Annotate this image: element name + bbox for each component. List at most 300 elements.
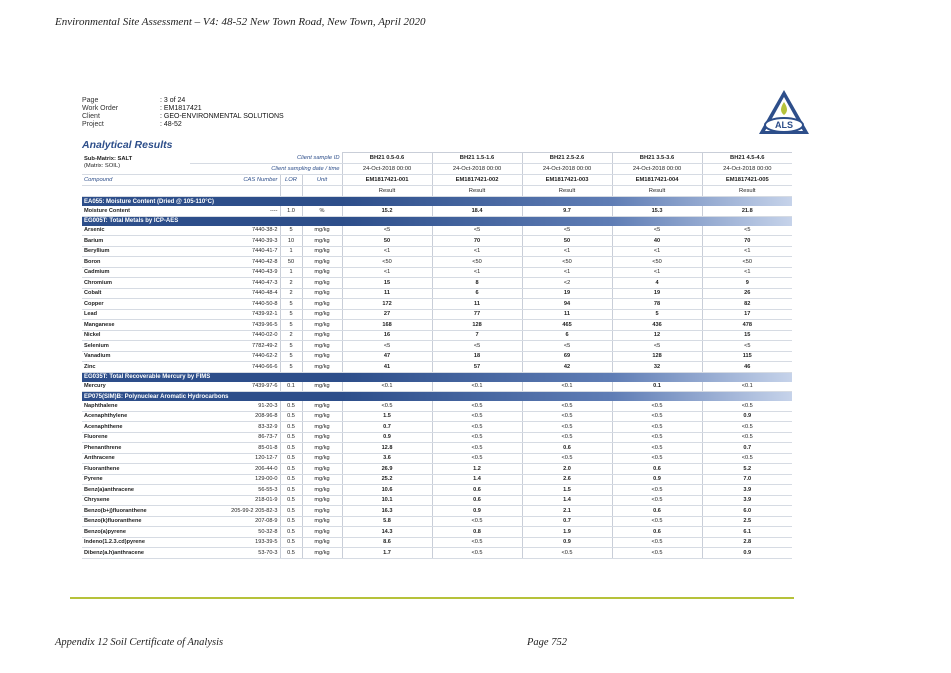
section-header — [82, 392, 792, 402]
sample-id: BH21 0.5-0.6 — [342, 153, 432, 164]
result-cell: <0.5 — [612, 443, 702, 454]
unit-cell: mg/kg — [302, 506, 342, 517]
footer-left: Appendix 12 Soil Certificate of Analysis — [55, 637, 224, 648]
compound-cell: Benzo(k)fluoranthene — [82, 516, 190, 527]
result-cell: 0.6 — [432, 485, 522, 496]
unit-cell: mg/kg — [302, 401, 342, 411]
result-cell: 16 — [342, 330, 432, 341]
unit-cell: mg/kg — [302, 382, 342, 392]
result-cell: <0.5 — [432, 453, 522, 464]
result-cell: 5 — [612, 309, 702, 320]
unit-cell: mg/kg — [302, 226, 342, 236]
compound-cell: Acenaphthene — [82, 422, 190, 433]
result-cell: 9 — [702, 278, 792, 289]
sample-id-row — [82, 153, 792, 164]
result-cell: 6.0 — [702, 506, 792, 517]
cas-cell: 56-55-3 — [190, 485, 280, 496]
lor-cell: 2 — [280, 288, 302, 299]
result-cell: 12.8 — [342, 443, 432, 454]
result-cell: <50 — [432, 257, 522, 268]
result-cell: <0.5 — [612, 516, 702, 527]
result-cell: 42 — [522, 362, 612, 373]
table-row — [82, 485, 792, 496]
cas-cell: 7439-97-6 — [190, 382, 280, 392]
meta-value: : EM1817421 — [160, 105, 202, 112]
table-row — [82, 443, 792, 454]
result-cell: <0.5 — [522, 422, 612, 433]
result-cell: 0.6 — [612, 527, 702, 538]
lor-cell: 0.5 — [280, 464, 302, 475]
lor-cell: 0.5 — [280, 401, 302, 411]
sampling-date: 24-Oct-2018 00:00 — [702, 164, 792, 175]
lab-id: EM1817421-003 — [522, 175, 612, 186]
result-cell: 5.2 — [702, 464, 792, 475]
result-cell: 1.4 — [522, 495, 612, 506]
result-cell: <0.5 — [432, 548, 522, 559]
compound-cell: Dibenz(a.h)anthracene — [82, 548, 190, 559]
cas-cell: 7440-66-6 — [190, 362, 280, 373]
result-cell: 0.1 — [612, 382, 702, 392]
result-cell: 26 — [702, 288, 792, 299]
result-cell: 0.7 — [342, 422, 432, 433]
bottom-rule — [70, 597, 794, 599]
result-cell: <5 — [702, 226, 792, 236]
page-header: Environmental Site Assessment – V4: 48-52 New Town Road, New Town, April 2020 — [55, 16, 426, 28]
result-cell: 21.8 — [702, 206, 792, 216]
results-table — [82, 152, 792, 559]
lor-cell: 10 — [280, 236, 302, 247]
section-header — [82, 197, 792, 207]
table-row — [82, 411, 792, 422]
cas-cell: 7440-02-0 — [190, 330, 280, 341]
compound-cell: Acenaphthylene — [82, 411, 190, 422]
result-cell: 15.2 — [342, 206, 432, 216]
unit-cell: mg/kg — [302, 278, 342, 289]
page-title: Analytical Results — [82, 139, 173, 151]
result-cell: <1 — [612, 267, 702, 278]
compound-cell: Boron — [82, 257, 190, 268]
result-cell: <50 — [342, 257, 432, 268]
table-row — [82, 351, 792, 362]
result-cell: 69 — [522, 351, 612, 362]
result-cell: 1.9 — [522, 527, 612, 538]
compound-header: Compound — [82, 175, 190, 186]
result-cell: 7.0 — [702, 474, 792, 485]
result-cell: <0.5 — [342, 401, 432, 411]
result-cell: 15.3 — [612, 206, 702, 216]
result-cell: 5.8 — [342, 516, 432, 527]
cas-cell: 7440-41-7 — [190, 246, 280, 257]
table-row — [82, 257, 792, 268]
column-header-row — [82, 175, 792, 186]
result-cell: <0.5 — [612, 548, 702, 559]
meta-value: : GEO-ENVIRONMENTAL SOLUTIONS — [160, 113, 284, 120]
result-cell: <0.5 — [702, 422, 792, 433]
result-cell: <0.5 — [612, 401, 702, 411]
table-row — [82, 267, 792, 278]
sampling-date: 24-Oct-2018 00:00 — [432, 164, 522, 175]
result-label: Result — [612, 186, 702, 197]
result-cell: 47 — [342, 351, 432, 362]
sample-id: BH21 3.5-3.6 — [612, 153, 702, 164]
cas-cell: 206-44-0 — [190, 464, 280, 475]
table-row — [82, 537, 792, 548]
result-cell: 0.9 — [612, 474, 702, 485]
compound-cell: Pyrene — [82, 474, 190, 485]
cas-cell: 7782-49-2 — [190, 341, 280, 352]
cas-cell: 7440-62-2 — [190, 351, 280, 362]
unit-cell: mg/kg — [302, 495, 342, 506]
cas-cell: 86-73-7 — [190, 432, 280, 443]
compound-cell: Chromium — [82, 278, 190, 289]
cas-cell: 83-32-9 — [190, 422, 280, 433]
table-row — [82, 382, 792, 392]
submatrix: Sub-Matrix: SALT — [84, 156, 133, 163]
cas-cell: 7440-38-2 — [190, 226, 280, 236]
result-cell: 9.7 — [522, 206, 612, 216]
unit-cell: mg/kg — [302, 453, 342, 464]
compound-cell: Indeno(1.2.3.cd)pyrene — [82, 537, 190, 548]
table-row — [82, 309, 792, 320]
section-band — [342, 216, 792, 226]
table-row — [82, 299, 792, 310]
result-cell: 1.2 — [432, 464, 522, 475]
result-cell: <0.5 — [702, 453, 792, 464]
cas-cell: 120-12-7 — [190, 453, 280, 464]
section-header — [82, 372, 792, 382]
cas-cell: 7440-48-4 — [190, 288, 280, 299]
result-cell: <0.1 — [432, 382, 522, 392]
result-cell: <5 — [432, 341, 522, 352]
unit-cell: mg/kg — [302, 474, 342, 485]
result-label-row — [82, 186, 792, 197]
result-cell: 7 — [432, 330, 522, 341]
result-cell: 94 — [522, 299, 612, 310]
result-cell: <0.5 — [522, 411, 612, 422]
result-cell: 0.7 — [522, 516, 612, 527]
result-cell: <0.5 — [702, 432, 792, 443]
meta-row — [82, 113, 284, 121]
result-cell: <0.5 — [612, 495, 702, 506]
compound-cell: Beryllium — [82, 246, 190, 257]
result-cell: 478 — [702, 320, 792, 331]
result-cell: 0.6 — [432, 495, 522, 506]
result-cell: 1.5 — [342, 411, 432, 422]
unit-cell: mg/kg — [302, 246, 342, 257]
lor-cell: 0.5 — [280, 432, 302, 443]
result-cell: 15 — [342, 278, 432, 289]
cas-cell: 205-99-2 205-82-3 — [190, 506, 280, 517]
cas-cell: 50-32-8 — [190, 527, 280, 538]
meta-row — [82, 105, 284, 113]
table-row — [82, 246, 792, 257]
result-cell: <1 — [432, 267, 522, 278]
unit-cell: mg/kg — [302, 485, 342, 496]
section-title: EG035T: Total Recoverable Mercury by FIMS — [82, 372, 342, 382]
table-row — [82, 226, 792, 236]
table-row — [82, 362, 792, 373]
result-cell: 8.6 — [342, 537, 432, 548]
unit-header: Unit — [302, 175, 342, 186]
result-cell: 2.6 — [522, 474, 612, 485]
result-cell: <1 — [702, 267, 792, 278]
result-cell: <0.5 — [432, 432, 522, 443]
meta-value: : 3 of 24 — [160, 97, 186, 104]
sampling-date: 24-Oct-2018 00:00 — [612, 164, 702, 175]
lor-cell: 5 — [280, 226, 302, 236]
result-cell: <0.5 — [522, 548, 612, 559]
cas-header: CAS Number — [190, 175, 280, 186]
lor-cell: 5 — [280, 320, 302, 331]
table-row — [82, 474, 792, 485]
sample-id: BH21 1.5-1.6 — [432, 153, 522, 164]
result-cell: 70 — [702, 236, 792, 247]
compound-cell: Fluoranthene — [82, 464, 190, 475]
result-cell: <0.5 — [432, 516, 522, 527]
result-cell: <0.5 — [612, 453, 702, 464]
result-cell: 78 — [612, 299, 702, 310]
result-cell: 2.0 — [522, 464, 612, 475]
cas-cell: 85-01-8 — [190, 443, 280, 454]
table-row — [82, 330, 792, 341]
result-cell: 10.1 — [342, 495, 432, 506]
cas-cell: 129-00-0 — [190, 474, 280, 485]
result-cell: 1.5 — [522, 485, 612, 496]
unit-cell: mg/kg — [302, 299, 342, 310]
compound-cell: Zinc — [82, 362, 190, 373]
result-cell: 57 — [432, 362, 522, 373]
result-cell: 168 — [342, 320, 432, 331]
unit-cell: % — [302, 206, 342, 216]
lor-cell: 5 — [280, 309, 302, 320]
compound-cell: Naphthalene — [82, 401, 190, 411]
lab-id: EM1817421-004 — [612, 175, 702, 186]
result-cell: <1 — [522, 246, 612, 257]
cas-cell: 7440-39-3 — [190, 236, 280, 247]
table-row — [82, 506, 792, 517]
result-cell: 0.9 — [432, 506, 522, 517]
section-title: EP075(SIM)B: Polynuclear Aromatic Hydrocarbons — [82, 392, 342, 402]
result-cell: <5 — [342, 341, 432, 352]
result-cell: <5 — [432, 226, 522, 236]
table-row — [82, 516, 792, 527]
result-cell: 19 — [612, 288, 702, 299]
unit-cell: mg/kg — [302, 288, 342, 299]
result-cell: 0.9 — [702, 548, 792, 559]
compound-cell: Selenium — [82, 341, 190, 352]
lor-cell: 0.5 — [280, 516, 302, 527]
report-meta — [82, 97, 284, 129]
table-row — [82, 341, 792, 352]
footer-right: Page 752 — [527, 637, 567, 648]
result-cell: 50 — [342, 236, 432, 247]
result-cell: <0.5 — [432, 411, 522, 422]
meta-key: Work Order — [82, 105, 119, 112]
unit-cell: mg/kg — [302, 236, 342, 247]
result-cell: 0.9 — [342, 432, 432, 443]
table-row — [82, 401, 792, 411]
result-cell: 3.9 — [702, 495, 792, 506]
result-cell: <5 — [342, 226, 432, 236]
result-cell: 6 — [432, 288, 522, 299]
lor-cell: 2 — [280, 278, 302, 289]
unit-cell: mg/kg — [302, 464, 342, 475]
lor-cell: 0.5 — [280, 495, 302, 506]
compound-cell: Benz(a)anthracene — [82, 485, 190, 496]
result-cell: 0.6 — [612, 464, 702, 475]
result-cell: 18.4 — [432, 206, 522, 216]
result-cell: 11 — [432, 299, 522, 310]
result-cell: <0.5 — [612, 537, 702, 548]
result-cell: 3.9 — [702, 485, 792, 496]
result-cell: 465 — [522, 320, 612, 331]
cas-cell: 7440-47-3 — [190, 278, 280, 289]
result-cell: 1.4 — [432, 474, 522, 485]
lor-cell: 1 — [280, 246, 302, 257]
result-cell: <50 — [612, 257, 702, 268]
als-logo — [757, 88, 811, 138]
result-cell: 3.6 — [342, 453, 432, 464]
compound-cell: Anthracene — [82, 453, 190, 464]
meta-key: Project — [82, 121, 104, 128]
result-cell: 26.9 — [342, 464, 432, 475]
cas-cell: 7439-92-1 — [190, 309, 280, 320]
lor-cell: 5 — [280, 341, 302, 352]
compound-cell: Vanadium — [82, 351, 190, 362]
cas-cell: 193-39-5 — [190, 537, 280, 548]
compound-cell: Fluorene — [82, 432, 190, 443]
result-cell: 46 — [702, 362, 792, 373]
result-cell: <0.1 — [702, 382, 792, 392]
unit-cell: mg/kg — [302, 516, 342, 527]
lor-cell: 0.5 — [280, 506, 302, 517]
meta-row — [82, 121, 284, 129]
result-cell: 6 — [522, 330, 612, 341]
result-cell: <0.1 — [522, 382, 612, 392]
result-cell: 11 — [522, 309, 612, 320]
section-header — [82, 216, 792, 226]
lab-id: EM1817421-002 — [432, 175, 522, 186]
result-cell: 0.9 — [522, 537, 612, 548]
table-row — [82, 527, 792, 538]
compound-cell: Barium — [82, 236, 190, 247]
result-cell: 2.8 — [702, 537, 792, 548]
lor-cell: 0.5 — [280, 422, 302, 433]
table-row — [82, 432, 792, 443]
sample-id: BH21 4.5-4.6 — [702, 153, 792, 164]
unit-cell: mg/kg — [302, 422, 342, 433]
result-cell: 18 — [432, 351, 522, 362]
table-row — [82, 236, 792, 247]
compound-cell: Chrysene — [82, 495, 190, 506]
unit-cell: mg/kg — [302, 432, 342, 443]
result-cell: 41 — [342, 362, 432, 373]
result-cell: 32 — [612, 362, 702, 373]
sampling-date-label: Client sampling date / time — [190, 164, 342, 175]
lor-cell: 0.5 — [280, 443, 302, 454]
lab-id: EM1817421-001 — [342, 175, 432, 186]
client-sample-id-label: Client sample ID — [190, 153, 342, 164]
result-cell: 0.7 — [702, 443, 792, 454]
lor-cell: 50 — [280, 257, 302, 268]
compound-cell: Manganese — [82, 320, 190, 331]
unit-cell: mg/kg — [302, 548, 342, 559]
result-cell: 82 — [702, 299, 792, 310]
result-cell: 0.9 — [702, 411, 792, 422]
table-row — [82, 422, 792, 433]
unit-cell: mg/kg — [302, 527, 342, 538]
lor-cell: 5 — [280, 351, 302, 362]
matrix: (Matrix: SOIL) — [84, 163, 121, 170]
compound-cell: Benzo(a)pyrene — [82, 527, 190, 538]
section-band — [342, 392, 792, 402]
table-row — [82, 206, 792, 216]
result-cell: <50 — [702, 257, 792, 268]
result-cell: <5 — [612, 341, 702, 352]
cas-cell: 208-96-8 — [190, 411, 280, 422]
lor-cell: 0.1 — [280, 382, 302, 392]
result-cell: 0.8 — [432, 527, 522, 538]
compound-cell: Mercury — [82, 382, 190, 392]
table-row — [82, 320, 792, 331]
meta-value: : 48-52 — [160, 121, 182, 128]
unit-cell: mg/kg — [302, 267, 342, 278]
matrix-cell — [82, 153, 190, 175]
cas-cell: 7440-42-8 — [190, 257, 280, 268]
result-cell: 6.1 — [702, 527, 792, 538]
table-row — [82, 278, 792, 289]
lor-cell: 0.5 — [280, 527, 302, 538]
unit-cell: mg/kg — [302, 341, 342, 352]
cas-cell: ---- — [190, 206, 280, 216]
result-cell: 0.6 — [522, 443, 612, 454]
unit-cell: mg/kg — [302, 351, 342, 362]
compound-cell: Cobalt — [82, 288, 190, 299]
result-cell: 12 — [612, 330, 702, 341]
result-cell: 172 — [342, 299, 432, 310]
table-row — [82, 495, 792, 506]
result-cell: <0.5 — [612, 411, 702, 422]
result-cell: 128 — [432, 320, 522, 331]
result-cell: <1 — [432, 246, 522, 257]
cas-cell: 91-20-3 — [190, 401, 280, 411]
result-cell: 2.5 — [702, 516, 792, 527]
meta-key: Client — [82, 113, 100, 120]
cas-cell: 7440-43-9 — [190, 267, 280, 278]
logo-text: ALS — [775, 120, 793, 130]
result-cell: 15 — [702, 330, 792, 341]
section-band — [342, 197, 792, 207]
result-label: Result — [522, 186, 612, 197]
unit-cell: mg/kg — [302, 443, 342, 454]
result-cell: 70 — [432, 236, 522, 247]
compound-cell: Moisture Content — [82, 206, 190, 216]
section-title: EG005T: Total Metals by ICP-AES — [82, 216, 342, 226]
result-cell: <0.5 — [702, 401, 792, 411]
unit-cell: mg/kg — [302, 330, 342, 341]
lor-header: LOR — [280, 175, 302, 186]
result-cell: 77 — [432, 309, 522, 320]
result-cell: <0.5 — [612, 422, 702, 433]
cas-cell: 207-08-9 — [190, 516, 280, 527]
result-cell: <5 — [612, 226, 702, 236]
sample-id: BH21 2.5-2.6 — [522, 153, 612, 164]
result-cell: <1 — [522, 267, 612, 278]
result-cell: <0.5 — [432, 443, 522, 454]
result-cell: <2 — [522, 278, 612, 289]
result-cell: <0.5 — [522, 432, 612, 443]
cas-cell: 53-70-3 — [190, 548, 280, 559]
